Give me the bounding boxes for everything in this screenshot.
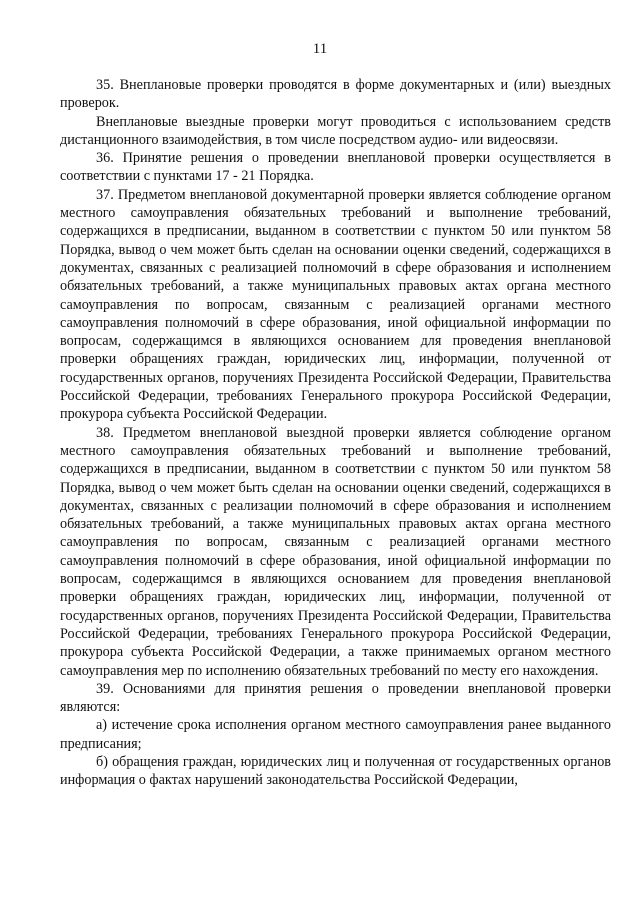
paragraph-39-a: а) истечение срока исполнения органом местного самоуправления ранее выданного предписания; xyxy=(60,717,611,752)
paragraph-35-remote: Внеплановые выездные проверки могут проводиться с использованием средств дистанционного взаимодействия, в том числе посредством аудио- или видеосвязи. xyxy=(60,113,611,148)
paragraph-36: 36. Принятие решения о проведении внеплановой проверки осуществляется в соответствии с пунктами 17 - 21 Порядка. xyxy=(60,150,611,185)
paragraph-37: 37. Предметом внеплановой документарной проверки является соблюдение органом местного самоуправления обязательных требований и выполнение требований, содержащихся в предписании, выданном в соответствии с пунктом 50 или пунктом 58 Порядка, вывод о чем может быть сделан на основании оценки сведений, содержащихся в документах, связанных с реализацией полномочий в сфере образования и исполнением обязательных требований, а также муниципальных правовых актах органа местного самоуправления по вопросам, связанным с реализацией органами местного самоуправления полномочий в сфере образования, иной официальной информации по вопросам, содержащимся в являющихся основанием для проведения внеплановой проверки обращениях граждан, юридических лиц, информации, полученной от государственных органов, поручениях Президента Российской Федерации, Правительства Российской Федерации, требованиях Генерального прокурора Российской Федерации, прокурора субъекта Российской Федерации. xyxy=(60,186,611,423)
document-body xyxy=(60,76,611,790)
paragraph-35: 35. Внеплановые проверки проводятся в форме документарных и (или) выездных проверок. xyxy=(60,77,611,112)
paragraph-39-b: б) обращения граждан, юридических лиц и полученная от государственных органов информация о фактах нарушений законодательства Российской Федерации, xyxy=(60,753,611,789)
page-number: 11 xyxy=(312,41,328,57)
paragraph-38: 38. Предметом внеплановой выездной проверки является соблюдение органом местного самоуправления обязательных требований и выполнение требований, содержащихся в предписании, выданном в соответствии с пунктом 50 или пунктом 58 Порядка, вывод о чем может быть сделан на основании оценки сведений, содержащихся в документах, связанных с реализации полномочий в сфере образования и исполнением обязательных требований, а также муниципальных правовых актах органа местного самоуправления по вопросам, связанным с реализацией органами местного самоуправления полномочий в сфере образования, иной официальной информации по вопросам, содержащимся в являющихся основанием для проведения внеплановой проверки обращениях граждан, юридических лиц, информации, полученной от государственных органов, поручениях Президента Российской Федерации, Правительства Российской Федерации, требованиях Генерального прокурора Российской Федерации, прокурора субъекта Российской Федерации, а также принимаемых органом местного самоуправления мер по исполнению обязательных требований по месту его нахождения. xyxy=(60,424,611,679)
paragraph-39: 39. Основаниями для принятия решения о проведении внеплановой проверки являются: xyxy=(60,680,611,716)
